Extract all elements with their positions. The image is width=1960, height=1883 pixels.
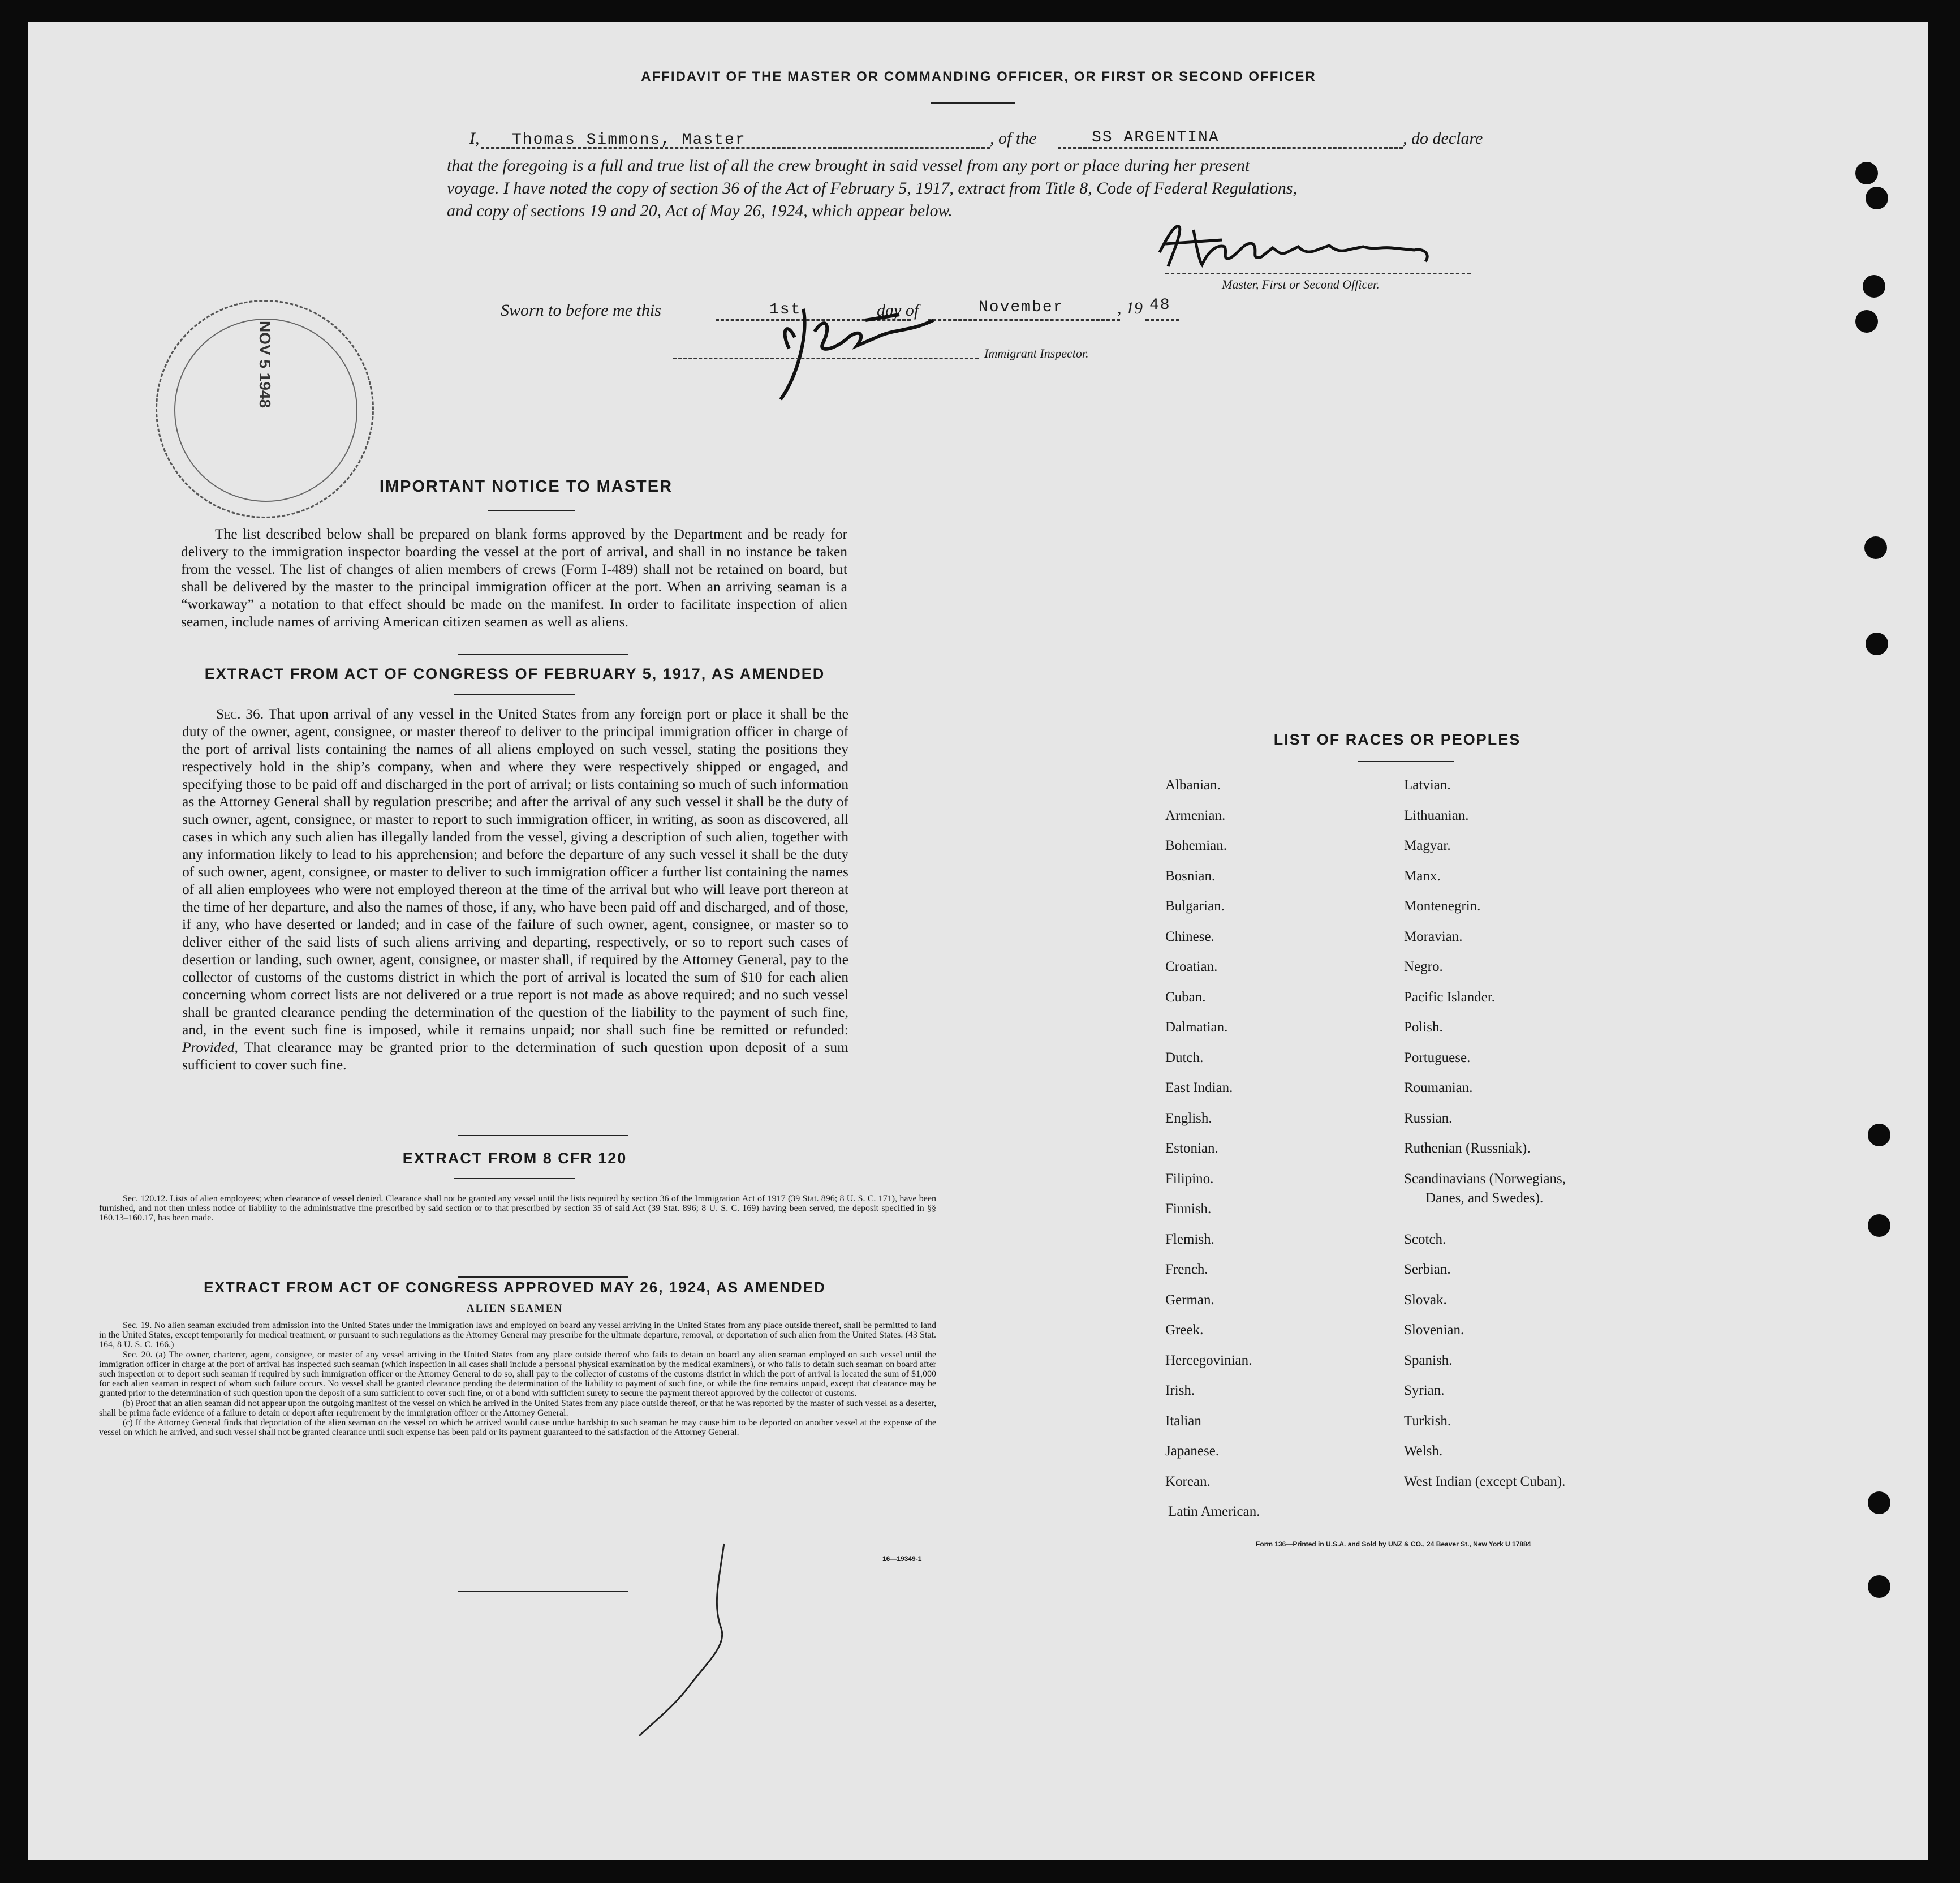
affidavit-line-4: and copy of sections 19 and 20, Act of May 26, 1924, which appear below. (447, 201, 953, 220)
pen-mark (628, 1538, 741, 1742)
race-right-item: Serbian. (1404, 1262, 1451, 1277)
divider (458, 1276, 628, 1278)
sworn-year-prefix: , 19 (1117, 299, 1143, 317)
master-signature-caption: Master, First or Second Officer. (1222, 277, 1380, 291)
race-left-item: Greek. (1165, 1322, 1204, 1338)
race-right-item: Manx. (1404, 869, 1441, 884)
race-left-item: Cuban. (1165, 990, 1206, 1005)
race-right-item: Slovak. (1404, 1292, 1447, 1308)
race-right-item: Portuguese. (1404, 1050, 1471, 1065)
vessel-name-field: SS ARGENTINA (1092, 129, 1220, 147)
race-left-item: Hercegovinian. (1165, 1353, 1252, 1368)
race-left-item: East Indian. (1165, 1080, 1233, 1095)
divider (488, 510, 575, 511)
sec-20a-text: Sec. 20. (a) The owner, charterer, agent, consignee, or master of any vessel arriving in the United States from any place outside thereof who fails to detain on board any alien seaman employed on such vessel until the immigration officer in charge at the port of arrival has inspected such seaman (which inspection in all cases shall include a personal physical examination by the medical examiners), or who fails to detain such seaman on board after such inspection or to deport such seaman if required by such immigration officer or the Attorney General to do so, shall pay to the collector of customs of the customs district in which the port of arrival is located the sum of $1,000 for each alien seaman in respect of whom such failure occurs. No vessel shall be granted clearance pending the determination of the liability to payment of such fine, or while the fine remains unpaid, except that clearance may be granted prior to the determination of such question upon the deposit of a sum sufficient to cover such fine, or of a bond with sufficient surety to secure the payment thereof approved by the collector of customs. (99, 1349, 936, 1399)
race-right-item: Turkish. (1404, 1413, 1451, 1429)
master-signature (1154, 213, 1448, 275)
race-right-item: Magyar. (1404, 838, 1451, 853)
race-left-item: English. (1165, 1111, 1212, 1126)
race-right-item: Montenegrin. (1404, 898, 1481, 914)
fill-line (1145, 319, 1179, 321)
section-36-label: Sec. 36. (216, 706, 264, 722)
race-left-item: Irish. (1165, 1383, 1195, 1398)
race-left-item: French. (1165, 1262, 1208, 1277)
race-right-item: Russian. (1404, 1111, 1453, 1126)
sworn-month-field: November (979, 299, 1064, 316)
race-left-item: Korean. (1165, 1474, 1211, 1489)
section-36-body: That upon arrival of any vessel in the United States from any foreign port or place it shall be the duty of the owner, agent, consignee, or master thereof to deliver to the principal immigration officer in charge of the port of arrival lists containing the names of all aliens employed on such vessel, stating the positions they respectively hold in the ship’s company, when and where they were respectively shipped or engaged, and specifying those to be paid off and discharged in the port of arrival; or lists containing so much of such information as the Attorney General shall by regulation prescribe; and after the arrival of any such vessel it shall be the duty of such owner, agent, consignee, or master to report to such immigration officer, in writing, as soon as discovered, all cases in which any such alien has illegally landed from the vessel, giving a description of such alien, together with any information likely to lead to his apprehension; and before the departure of any such vessel it shall be the duty of such owner, agent, consignee, or master to deliver to such immigration officer a further list containing the names of all alien employees who were not employed thereon at the time of the arrival but who will leave port thereon at the time of her departure, and also the names of those, if any, who have been paid off and discharged, and of those, if any, who have deserted or landed; and in case of the failure of such owner, agent, consignee, or master so to deliver either of the said lists of such aliens arriving and departing, respectively, or so to report such cases of desertion or landing, such owner, agent, consignee, or master shall, if required by the Attorney General, pay to the collector of customs of the customs district in which the port of arrival is located the sum of $10 for each alien concerning whom correct lists are not delivered or a true report is not made as above required; and no such vessel shall be granted clearance pending the determination of the question of the liability to the payment of such fine, and, in the event such fine is imposed, while it remains unpaid; nor shall such fine be remitted or refunded: (182, 706, 848, 1038)
document-page (28, 22, 1928, 1860)
affidavit-do-declare: , do declare (1403, 129, 1483, 148)
binder-hole (1868, 1214, 1890, 1237)
binder-hole (1855, 310, 1878, 333)
race-left-item: Flemish. (1165, 1232, 1214, 1247)
race-left-item: Armenian. (1165, 808, 1226, 823)
affidavit-heading: AFFIDAVIT OF THE MASTER OR COMMANDING OFFICER, OR FIRST OR SECOND OFFICER (641, 69, 1316, 84)
section-36-body-end: That clearance may be granted prior to the determination of such question upon deposit of a sum sufficient to cover such fine. (182, 1039, 848, 1073)
race-right-item: Polish. (1404, 1020, 1443, 1035)
binder-hole (1868, 1575, 1890, 1598)
alien-seamen-text (99, 1321, 936, 1437)
race-right-item: Lithuanian. (1404, 808, 1469, 823)
race-left-item: Bohemian. (1165, 838, 1227, 853)
form-footer: Form 136—Printed in U.S.A. and Sold by UNZ & CO., 24 Beaver St., New York U 17884 (1256, 1540, 1531, 1548)
form-reference: 16—19349-1 (882, 1555, 922, 1563)
inspector-caption: Immigrant Inspector. (984, 346, 1089, 360)
race-left-item: Japanese. (1165, 1443, 1220, 1459)
notice-text: The list described below shall be prepared on blank forms approved by the Department and be ready for delivery to the immigration inspector boarding the vessel at the port of arrival, and shall in no instance be taken from the vessel. The list of changes of alien members of crews (Form I-489) shall not be retained on board, but shall be delivered by the master to the principal immigration officer at the port. When an arriving seaman is a “workaway” a notation to that effect should be made on the manifest. In order to facilitate inspection of alien seamen, include names of arriving American citizen seamen as well as aliens. (181, 526, 847, 630)
fill-line (928, 319, 1120, 321)
extract-1917-heading: EXTRACT FROM ACT OF CONGRESS OF FEBRUARY 5, 1917, AS AMENDED (204, 665, 825, 682)
inspector-signature (764, 298, 945, 405)
sec-20c-text: (c) If the Attorney General finds that deportation of the alien seaman on the vessel on which he arrived would cause undue hardship to such seaman he may cause him to be deported on another vessel at the expense of the vessel on which he arrived, and such vessel shall not be granted clearance until such expense has been paid or its payment guaranteed to the satisfaction of the Attorney General. (99, 1418, 936, 1438)
race-left-item: German. (1165, 1292, 1214, 1308)
stamp-date: NOV 5 1948 (256, 320, 274, 409)
race-right-item: Danes, and Swedes). (1425, 1190, 1544, 1206)
fill-line (1058, 147, 1403, 149)
extract-1924-heading: EXTRACT FROM ACT OF CONGRESS APPROVED MAY 26, 1924, AS AMENDED (204, 1279, 826, 1296)
race-left-item: Filipino. (1165, 1171, 1214, 1186)
sworn-day-of: day of (877, 301, 919, 320)
notice-heading: IMPORTANT NOTICE TO MASTER (379, 478, 673, 496)
affidavit-of-the: , of the (990, 129, 1037, 148)
race-right-item: Negro. (1404, 959, 1443, 974)
race-left-item: Finnish. (1165, 1201, 1212, 1216)
race-right-item: Scandinavians (Norwegians, (1404, 1171, 1566, 1186)
races-heading: LIST OF RACES OR PEOPLES (1273, 731, 1521, 748)
race-left-item: Croatian. (1165, 959, 1218, 974)
fill-line (673, 358, 979, 359)
race-right-item: Roumanian. (1404, 1080, 1473, 1095)
sworn-year-field: 48 (1149, 296, 1171, 314)
divider (458, 1591, 628, 1592)
sworn-day-field: 1st (769, 301, 802, 319)
affidavit-i: I, (469, 129, 480, 148)
race-left-item: Estonian. (1165, 1141, 1218, 1156)
fill-line (1165, 273, 1471, 274)
race-right-item: Latvian. (1404, 777, 1451, 793)
master-name-field: Thomas Simmons, Master (512, 131, 746, 149)
race-left-item: Dutch. (1165, 1050, 1204, 1065)
race-right-item: West Indian (except Cuban). (1404, 1474, 1566, 1489)
binder-hole (1863, 275, 1885, 298)
cfr-heading: EXTRACT FROM 8 CFR 120 (402, 1150, 627, 1167)
binder-hole (1866, 187, 1888, 209)
binder-hole (1866, 633, 1888, 655)
binder-hole (1855, 162, 1878, 184)
race-left-item: Bosnian. (1165, 869, 1216, 884)
affidavit-line-2: that the foregoing is a full and true list of all the crew brought in said vessel from any port or place during her present (447, 156, 1250, 175)
race-right-item: Pacific Islander. (1404, 990, 1496, 1005)
race-left-item: Latin American. (1168, 1504, 1260, 1519)
race-right-item: Syrian. (1404, 1383, 1445, 1398)
alien-seamen-subheading: ALIEN SEAMEN (466, 1302, 563, 1314)
sec-20b-text: (b) Proof that an alien seaman did not appear upon the outgoing manifest of the vessel on which he arrived in the United States from any place outside thereof, or that he was reported by the master of such vessel as a deserter, shall be prima facie evidence of a failure to detain or deport after requirement by the immigration officer or the Attorney General. (99, 1398, 936, 1418)
binder-hole (1868, 1124, 1890, 1146)
race-right-item: Spanish. (1404, 1353, 1453, 1368)
sec-19-text: Sec. 19. No alien seaman excluded from admission into the United States under the immigration laws and employed on board any vessel arriving in the United States from any place outside thereof, shall be permitted to land in the United States, except temporarily for medical treatment, or pursuant to such regulations as the Attorney General may prescribe for the ultimate departure, removal, or deportation of such alien from the United States. (43 Stat. 164, 8 U. S. C. 166.) (99, 1321, 936, 1350)
divider (458, 654, 628, 655)
divider (931, 102, 1015, 104)
race-right-item: Slovenian. (1404, 1322, 1464, 1338)
race-left-item: Chinese. (1165, 929, 1214, 944)
sworn-prefix: Sworn to before me this (501, 301, 661, 320)
binder-hole (1864, 536, 1887, 559)
race-right-item: Scotch. (1404, 1232, 1446, 1247)
section-36-text (182, 705, 848, 1073)
divider (1358, 761, 1454, 762)
race-left-item: Albanian. (1165, 777, 1221, 793)
affidavit-line-3: voyage. I have noted the copy of section 36 of the Act of February 5, 1917, extract from Title 8, Code of Federal Regulations, (447, 179, 1298, 197)
race-right-item: Ruthenian (Russniak). (1404, 1141, 1531, 1156)
divider (454, 694, 575, 695)
race-right-item: Welsh. (1404, 1443, 1443, 1459)
divider (454, 1178, 575, 1179)
race-left-item: Italian (1165, 1413, 1201, 1429)
section-36-provided: Provided, (182, 1039, 238, 1055)
race-left-item: Dalmatian. (1165, 1020, 1228, 1035)
divider (458, 1135, 628, 1136)
race-left-item: Bulgarian. (1165, 898, 1225, 914)
race-right-item: Moravian. (1404, 929, 1463, 944)
cfr-text: Sec. 120.12. Lists of alien employees; when clearance of vessel denied. Clearance shall not be granted any vessel until the lists required by section 36 of the Immigration Act of 1917 (39 Stat. 896; 8 U. S. C. 171), have been furnished, and not then unless notice of liability to the administrative fine prescribed by said section or to that prescribed by section 35 of said Act (39 Stat. 896; 8 U. S. C. 169) having been served, the deposit specified in §§ 160.13–160.17, has been made. (99, 1194, 936, 1223)
binder-hole (1868, 1491, 1890, 1514)
